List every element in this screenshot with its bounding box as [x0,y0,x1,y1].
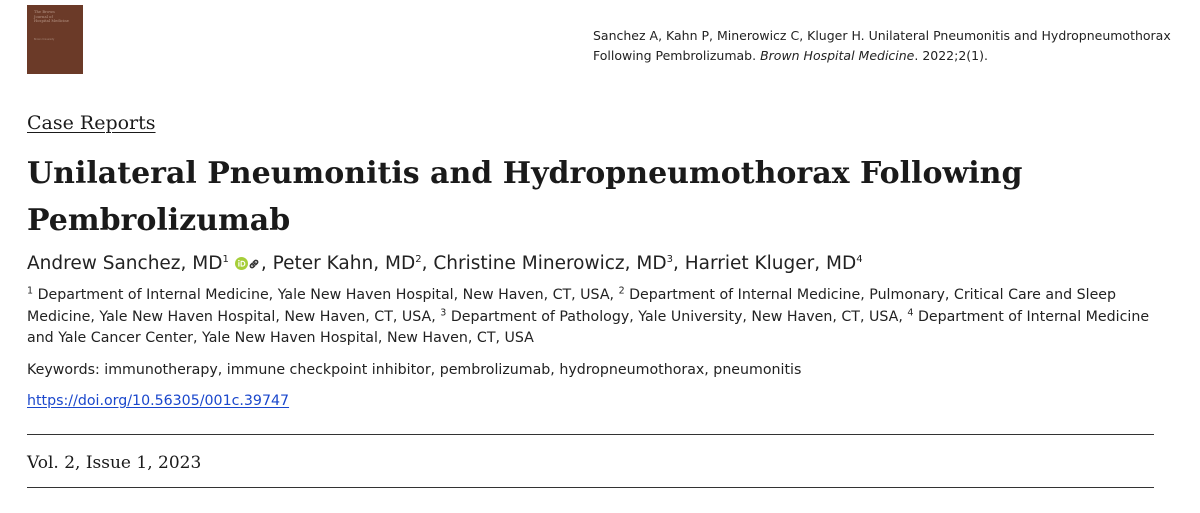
journal-cover-title [34,10,78,24]
author-affiliation-marker: 4 [856,253,863,265]
author-separator: , [260,253,273,274]
affiliation-marker: 4 [907,306,914,318]
affiliation-text: Department of Internal Medicine and Yale Cancer Center, Yale New Haven Hospital, New Haven, CT, USA [27,308,1150,346]
author-list [27,250,863,279]
affiliation-text: Department of Pathology, Yale University, New Haven, CT, USA, [450,308,903,325]
orcid-icon[interactable] [235,251,248,279]
author-affiliation-marker: 2 [415,253,422,265]
author-separator: , [672,253,685,274]
divider-top [27,434,1154,435]
keywords: Keywords: immunotherapy, immune checkpoint inhibitor, pembrolizumab, hydropneumothorax, pneumonitis [27,362,802,378]
affiliation-marker: 3 [440,306,447,318]
author-affiliation-marker: 1 [222,253,229,265]
affiliation-marker: 1 [27,285,34,297]
article-section-link[interactable]: Case Reports [27,112,156,134]
citation-journal: Brown Hospital Medicine [760,48,915,63]
citation-volume: . 2022;2(1). [914,48,988,63]
doi-link[interactable]: https://doi.org/10.56305/001c.39747 [27,393,290,409]
affiliation-text: Department of Internal Medicine, Pulmonary, Critical Care and Sleep Medicine, Yale New Haven Hospital, New Haven, CT, USA, [27,287,1117,325]
affiliation-text: Department of Internal Medicine, Yale New Haven Hospital, New Haven, CT, USA, [37,287,615,303]
journal-cover-title-line: Hospital Medicine [34,19,70,24]
journal-cover-subtitle: Brown University [34,38,55,41]
author-affiliation-marker: 3 [666,253,673,265]
affiliation-marker: 2 [618,285,625,297]
citation-text: Sanchez A, Kahn P, Minerowicz C, Kluger H. Unilateral Pneumonitis and Hydropneumothorax Following Pembrolizumab. [593,28,1171,63]
author-name: Christine Minerowicz, MD [433,253,667,274]
affiliation-list [27,285,1177,350]
journal-cover-title-line: Journal of [34,14,53,19]
divider-bottom [27,487,1154,488]
issue-info: Vol. 2, Issue 1, 2023 [27,453,202,473]
article-title: Unilateral Pneumonitis and Hydropneumothorax Following Pembrolizumab [27,156,1023,238]
author-separator: , [421,253,434,274]
journal-cover-title-line: The Brown [34,10,55,14]
link-icon[interactable] [248,251,260,279]
citation [593,26,1193,66]
journal-cover-thumbnail[interactable] [27,5,83,74]
author-name: Andrew Sanchez, MD [27,253,223,274]
author-name: Harriet Kluger, MD [684,253,857,274]
author-name: Peter Kahn, MD [272,253,416,274]
